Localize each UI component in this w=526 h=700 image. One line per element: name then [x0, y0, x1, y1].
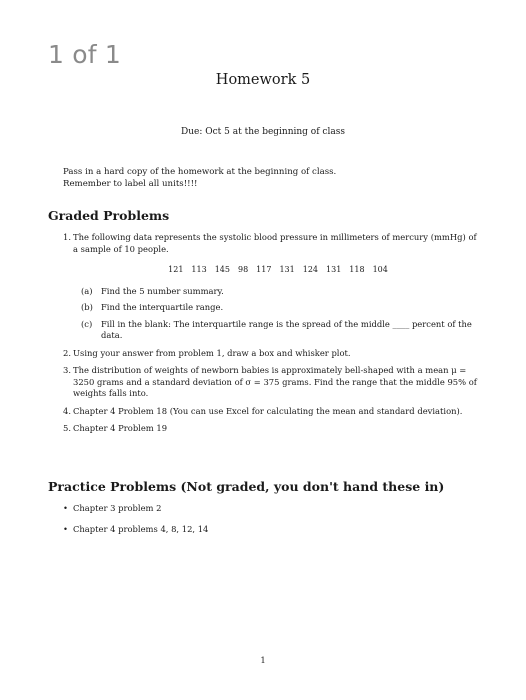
data-value: 118 [349, 265, 365, 274]
subproblem [81, 286, 483, 298]
data-value: 121 [168, 265, 184, 274]
problem-number: 4. [63, 405, 71, 416]
page-counter: 1 of 1 [48, 40, 122, 69]
practice-text: Chapter 4 problems 4, 8, 12, 14 [73, 523, 209, 534]
practice-text: Chapter 3 problem 2 [73, 503, 162, 513]
graded-problems-list [63, 232, 483, 441]
subproblem [81, 319, 483, 342]
problem-item [63, 348, 483, 360]
subproblem-text: Find the 5 number summary. [101, 285, 224, 296]
bullet-icon: • [63, 523, 68, 534]
instructions [63, 166, 336, 190]
practice-problems-list [63, 503, 483, 544]
problem-number: 5. [63, 423, 71, 433]
instruction-line: Remember to label all units!!!! [63, 179, 198, 189]
problem-number: 1. [63, 232, 71, 242]
subproblem-text: Fill in the blank: The interquartile range is the spread of the middle ____ percent of the data. [101, 318, 472, 340]
subproblem-label: (c) [81, 318, 93, 329]
problem-number: 2. [63, 347, 71, 358]
subproblem-label: (a) [81, 285, 93, 296]
data-value: 124 [302, 265, 319, 274]
problem-text: The following data represents the systolic blood pressure in millimeters of mercury (mmHg) of a sample of 10 people. [73, 232, 477, 254]
practice-item [63, 524, 483, 536]
due-date: Due: Oct 5 at the beginning of class [181, 127, 345, 137]
practice-problems-heading: Practice Problems (Not graded, you don't hand these in) [48, 479, 445, 494]
problem-text: The distribution of weights of newborn babies is approximately bell-shaped with a mean μ = 3250 grams and a standard deviation of σ = 375 grams. Find the range that the middle 95% of weights falls into. [73, 365, 477, 398]
practice-item [63, 503, 483, 515]
data-values [73, 264, 483, 276]
subproblem-text: Find the interquartile range. [101, 302, 224, 312]
data-value: 104 [372, 265, 388, 274]
graded-problems-heading: Graded Problems [48, 208, 170, 223]
problem-item [63, 232, 483, 342]
data-value: 145 [214, 265, 230, 274]
problem-item [63, 423, 483, 435]
document-title: Homework 5 [215, 72, 311, 88]
bullet-icon: • [63, 503, 68, 513]
data-value: 117 [256, 265, 272, 274]
data-value: 131 [279, 265, 295, 274]
data-value: 113 [191, 265, 207, 274]
subproblem [81, 302, 483, 314]
problem-item [63, 365, 483, 400]
problem-text: Using your answer from problem 1, draw a box and whisker plot. [73, 347, 351, 358]
instruction-line: Pass in a hard copy of the homework at the beginning of class. [63, 167, 337, 177]
data-value: 98 [237, 265, 249, 274]
problem-number: 3. [63, 365, 71, 375]
data-value: 131 [326, 265, 342, 274]
problem-item [63, 406, 483, 418]
problem-text: Chapter 4 Problem 18 (You can use Excel for calculating the mean and standard deviation). [73, 405, 463, 416]
page-number: 1 [260, 655, 266, 665]
subproblem-label: (b) [81, 302, 93, 312]
problem-text: Chapter 4 Problem 19 [73, 423, 168, 433]
